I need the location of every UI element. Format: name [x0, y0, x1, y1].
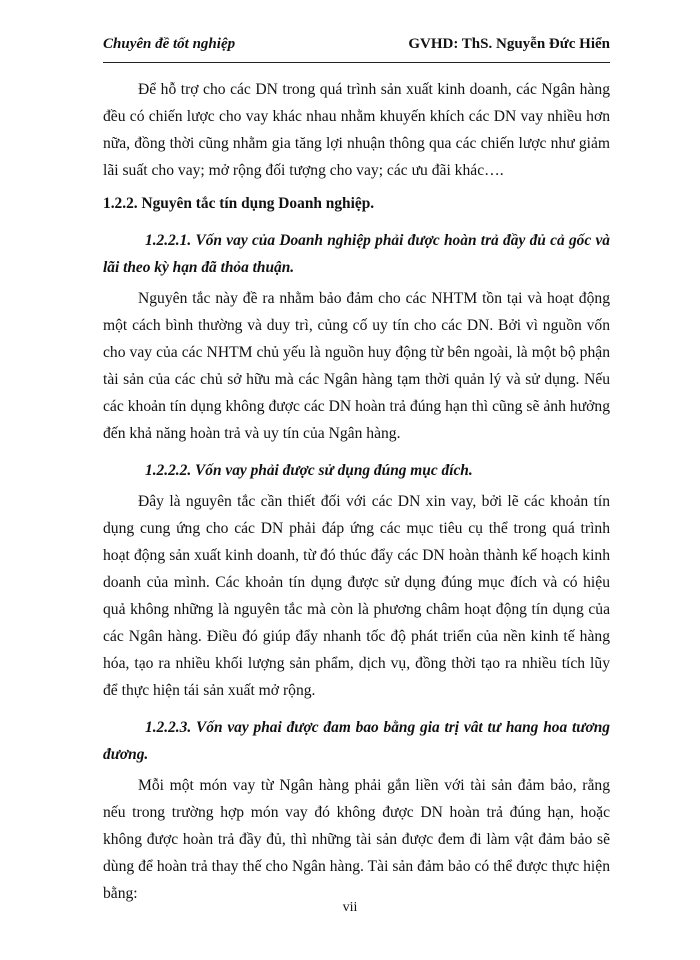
subsection-1-heading: 1.2.2.1. Vốn vay của Doanh nghiệp phải được hoàn trả đầy đủ cả gốc và lãi theo kỳ hạn đã thỏa thuận.: [103, 232, 610, 276]
page-content: [103, 76, 610, 907]
page-number: vii: [342, 900, 358, 915]
subsection-2-paragraph: Đây là nguyên tắc cần thiết đối với các DN xin vay, bởi lẽ các khoản tín dụng cung ứng cho các DN phải đáp ứng các mục tiêu cụ thể trong quá trình hoạt động sản xuất kinh doanh, từ đó thúc đẩy các DN hoàn thành kế hoạch kinh doanh của mình. Các khoản tín dụng được sử dụng đúng mục đích và có hiệu quả không những là nguyên tắc mà còn là phương châm hoạt động tín dụng của các Ngân hàng. Điều đó giúp đẩy nhanh tốc độ phát triển của nền kinh tế hàng hóa, tạo ra nhiều khối lượng sản phẩm, dịch vụ, đồng thời tạo ra nhiều tích lũy để thực hiện tái sản xuất mở rộng.: [103, 493, 610, 699]
header-document-type: Chuyên đề tốt nghiệp: [103, 36, 236, 52]
section-heading: 1.2.2. Nguyên tắc tín dụng Doanh nghiệp.: [103, 195, 375, 212]
subsection-3-heading: 1.2.2.3. Vốn vay phai được đam bao bằng gia trị vât tư hang hoa tương đương.: [103, 719, 610, 763]
intro-paragraph: Để hỗ trợ cho các DN trong quá trình sản xuất kinh doanh, các Ngân hàng đều có chiến lược cho vay khác nhau nhằm khuyến khích các DN vay nhiều hơn nữa, đồng thời cũng nhằm gia tăng lợi nhuận thông qua các chiến lược như giảm lãi suất cho vay; mở rộng đối tượng cho vay; các ưu đãi khác….: [103, 81, 610, 179]
subsection-2-heading: 1.2.2.2. Vốn vay phải được sử dụng đúng mục đích.: [145, 462, 473, 479]
header-advisor: GVHD: ThS. Nguyễn Đức Hiển: [408, 36, 610, 52]
subsection-3-paragraph: Mỗi một món vay từ Ngân hàng phải gắn liền với tài sản đảm bảo, rằng nếu trong trường hợp món vay đó không được DN hoàn trả đúng hạn, hoặc không được hoàn trả đầy đủ, thì những tài sản được đem đi làm vật đảm bảo sẽ dùng để hoàn trả thay thế cho Ngân hàng. Tài sản đảm bảo có thể được thực hiện bằng:: [103, 777, 610, 902]
page-header: [103, 34, 610, 63]
subsection-1-paragraph: Nguyên tắc này đề ra nhằm bảo đảm cho các NHTM tồn tại và hoạt động một cách bình thường và duy trì, củng cố uy tín cho các DN. Bởi vì nguồn vốn cho vay của các NHTM chủ yếu là nguồn huy động từ bên ngoài, là một bộ phận tài sản của các chủ sở hữu mà các Ngân hàng tạm thời quản lý và sử dụng. Nếu các khoản tín dụng không được các DN hoàn trả đúng hạn thì cũng sẽ ảnh hưởng đến khả năng hoàn trả và uy tín của Ngân hàng.: [103, 290, 610, 442]
